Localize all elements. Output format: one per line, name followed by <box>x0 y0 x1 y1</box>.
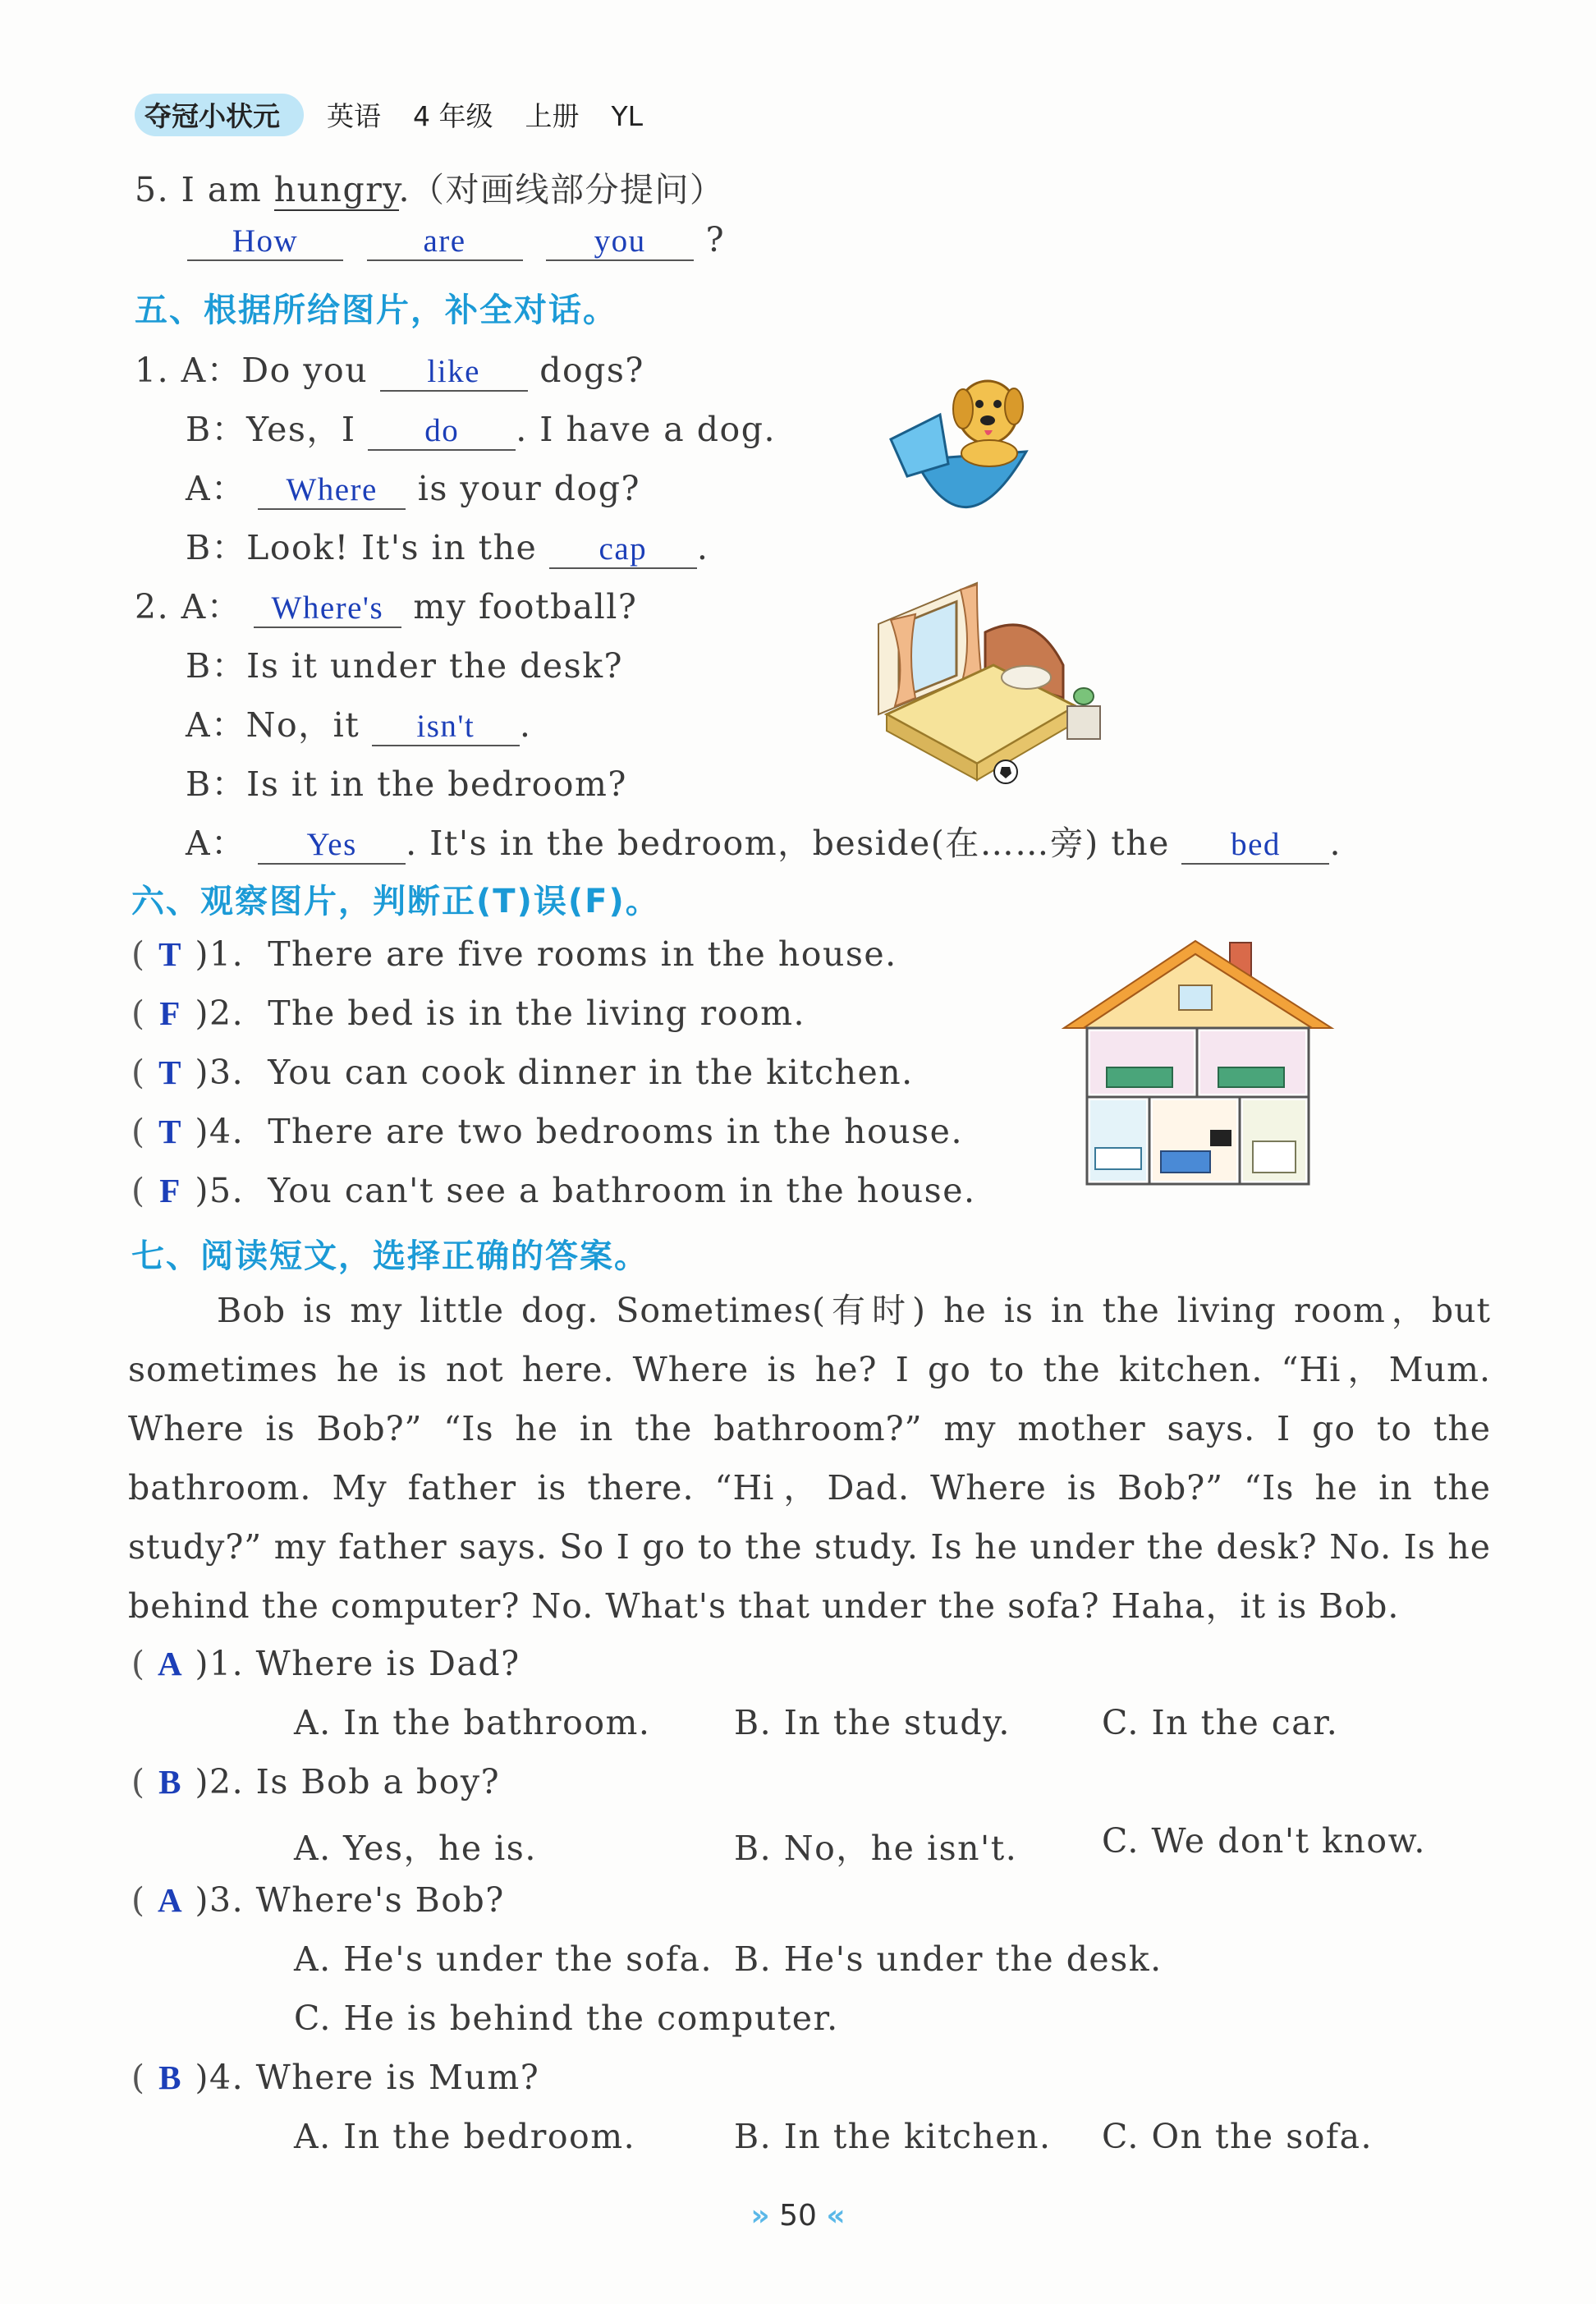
answer-blank: How <box>187 224 343 261</box>
cap-brim <box>891 415 948 476</box>
tf-answer: F <box>159 1172 181 1209</box>
bed-2 <box>1218 1067 1284 1087</box>
lamp <box>1074 688 1094 705</box>
sofa <box>1161 1151 1210 1173</box>
answer-blank: Where's <box>254 591 401 628</box>
page-number-text: 50 <box>779 2199 817 2233</box>
answer-blank: cap <box>549 532 697 569</box>
dialog2-line1: 2. A： Where's my football? <box>135 587 638 626</box>
dialog1-line3: A： Where is your dog? <box>186 469 640 508</box>
reading-passage: Bob is my little dog. Sometimes(有时) he is in the living room，but sometimes he is not here. Where is he? I go to the kitchen. “Hi，Mum. Where is Bob?” “Is he in the bathroom?” my mother says. I go to the bathroom. My father is there. “Hi，Dad. Where is Bob?” “Is he in the study?” my father says. So I go to the study. Is he under the desk? No. Is he behind the computer? No. What's that under the sofa? Haha，it is Bob. <box>128 1291 1491 1626</box>
dialog1-line2: B：Yes，I do . I have a dog. <box>186 410 776 449</box>
mc-question-3: ( A )3. Where's Bob? <box>131 1880 505 1920</box>
mc-option-a: A. He's under the sofa. <box>294 1939 713 1979</box>
answer-blank: bed <box>1181 828 1329 865</box>
mc-option-c: C. We don't know. <box>1102 1821 1426 1861</box>
mc-answer: B <box>158 2058 182 2096</box>
mc-option-a: A. In the bedroom. <box>294 2117 636 2156</box>
mc-option-c: C. He is behind the computer. <box>294 1999 839 2038</box>
answer-blank: do <box>368 414 516 451</box>
tf-answer: T <box>158 935 182 973</box>
tf-answer: F <box>159 994 181 1032</box>
mc-option-b: B. He's under the desk. <box>734 1939 1163 1979</box>
answer-blank: Yes <box>258 828 406 865</box>
stove <box>1253 1141 1296 1173</box>
edition: YL <box>611 100 644 132</box>
mc-question-4: ( B )4. Where is Mum? <box>131 2058 540 2097</box>
dialog2-line3: A：No，it isn't . <box>186 705 532 745</box>
mc-answer: A <box>157 1645 184 1682</box>
q5-answer-line: How are you ? <box>187 220 725 261</box>
mc-option-c: C. In the car. <box>1102 1703 1339 1742</box>
dialog2-line2: B：Is it under the desk? <box>186 646 624 686</box>
answer-blank: like <box>380 355 528 392</box>
q5-line: 5. I am hungry.（对画线部分提问） <box>135 170 725 209</box>
mc-option-a: A. Yes，he is. <box>294 1829 537 1868</box>
tf-item-1: ( T )1. There are five rooms in the house. <box>131 934 897 974</box>
dog-eye <box>993 400 1002 408</box>
bathtub <box>1095 1148 1141 1169</box>
mc-question-2: ( B )2. Is Bob a boy? <box>131 1762 501 1801</box>
attic-window <box>1179 985 1212 1010</box>
brand-title: 夺冠小状元 <box>144 100 280 132</box>
header <box>144 95 643 134</box>
mc-option-b: B. No，he isn't. <box>734 1829 1018 1868</box>
dog-nose <box>980 415 995 425</box>
tv <box>1210 1130 1231 1146</box>
tf-answer: T <box>158 1113 182 1150</box>
house-illustration <box>1057 936 1338 1191</box>
dialog2-line5: A： Yes . It's in the bedroom，beside(在……旁) the bed . <box>186 824 1342 863</box>
section-6-title: 六、观察图片，判断正(T)误(F)。 <box>131 883 660 920</box>
bedroom-illustration <box>870 575 1108 788</box>
page-number <box>0 2199 1596 2233</box>
q5-underlined: hungry <box>273 170 399 209</box>
mc-answer: B <box>158 1763 182 1801</box>
mc-option-c: C. On the sofa. <box>1102 2117 1374 2156</box>
bed-1 <box>1107 1067 1172 1087</box>
answer-blank: are <box>367 224 523 261</box>
nightstand <box>1067 706 1100 739</box>
mc-option-a: A. In the bathroom. <box>294 1703 651 1742</box>
dialog2-line4: B：Is it in the bedroom? <box>186 764 627 804</box>
section-7-title: 七、阅读短文，选择正确的答案。 <box>131 1237 649 1275</box>
answer-blank: you <box>546 224 694 261</box>
tf-item-4: ( T )4. There are two bedrooms in the house. <box>131 1112 963 1151</box>
mc-option-b: B. In the study. <box>734 1703 1011 1742</box>
mc-question-1: ( A )1. Where is Dad? <box>131 1644 521 1683</box>
dog-in-cap-illustration <box>883 361 1047 542</box>
answer-blank: isn't <box>372 709 520 746</box>
dialog1-line4: B：Look! It's in the cap . <box>186 528 709 567</box>
dog-body <box>961 440 1017 466</box>
volume: 上册 <box>525 100 580 132</box>
subject: 英语 <box>327 100 381 132</box>
tf-item-3: ( T )3. You can cook dinner in the kitchen. <box>131 1053 914 1092</box>
section-5-title: 五、根据所给图片，补全对话。 <box>135 291 617 329</box>
dog-ear-left <box>953 389 973 429</box>
tf-item-2: ( F )2. The bed is in the living room. <box>131 994 806 1033</box>
dialog1-line1: 1. A：Do you like dogs? <box>135 351 644 390</box>
mc-option-b: B. In the kitchen. <box>734 2117 1052 2156</box>
chevron-left-icon: « <box>826 2199 846 2233</box>
mc-answer: A <box>157 1881 184 1919</box>
grade: 4 年级 <box>413 100 493 132</box>
dog-ear-right <box>1005 388 1023 425</box>
chevron-right-icon: » <box>750 2199 770 2233</box>
dog-eye <box>975 400 984 408</box>
tf-answer: T <box>158 1053 182 1091</box>
tf-item-5: ( F )5. You can't see a bathroom in the house. <box>131 1171 976 1210</box>
pillow <box>1002 666 1051 689</box>
answer-blank: Where <box>258 473 406 510</box>
